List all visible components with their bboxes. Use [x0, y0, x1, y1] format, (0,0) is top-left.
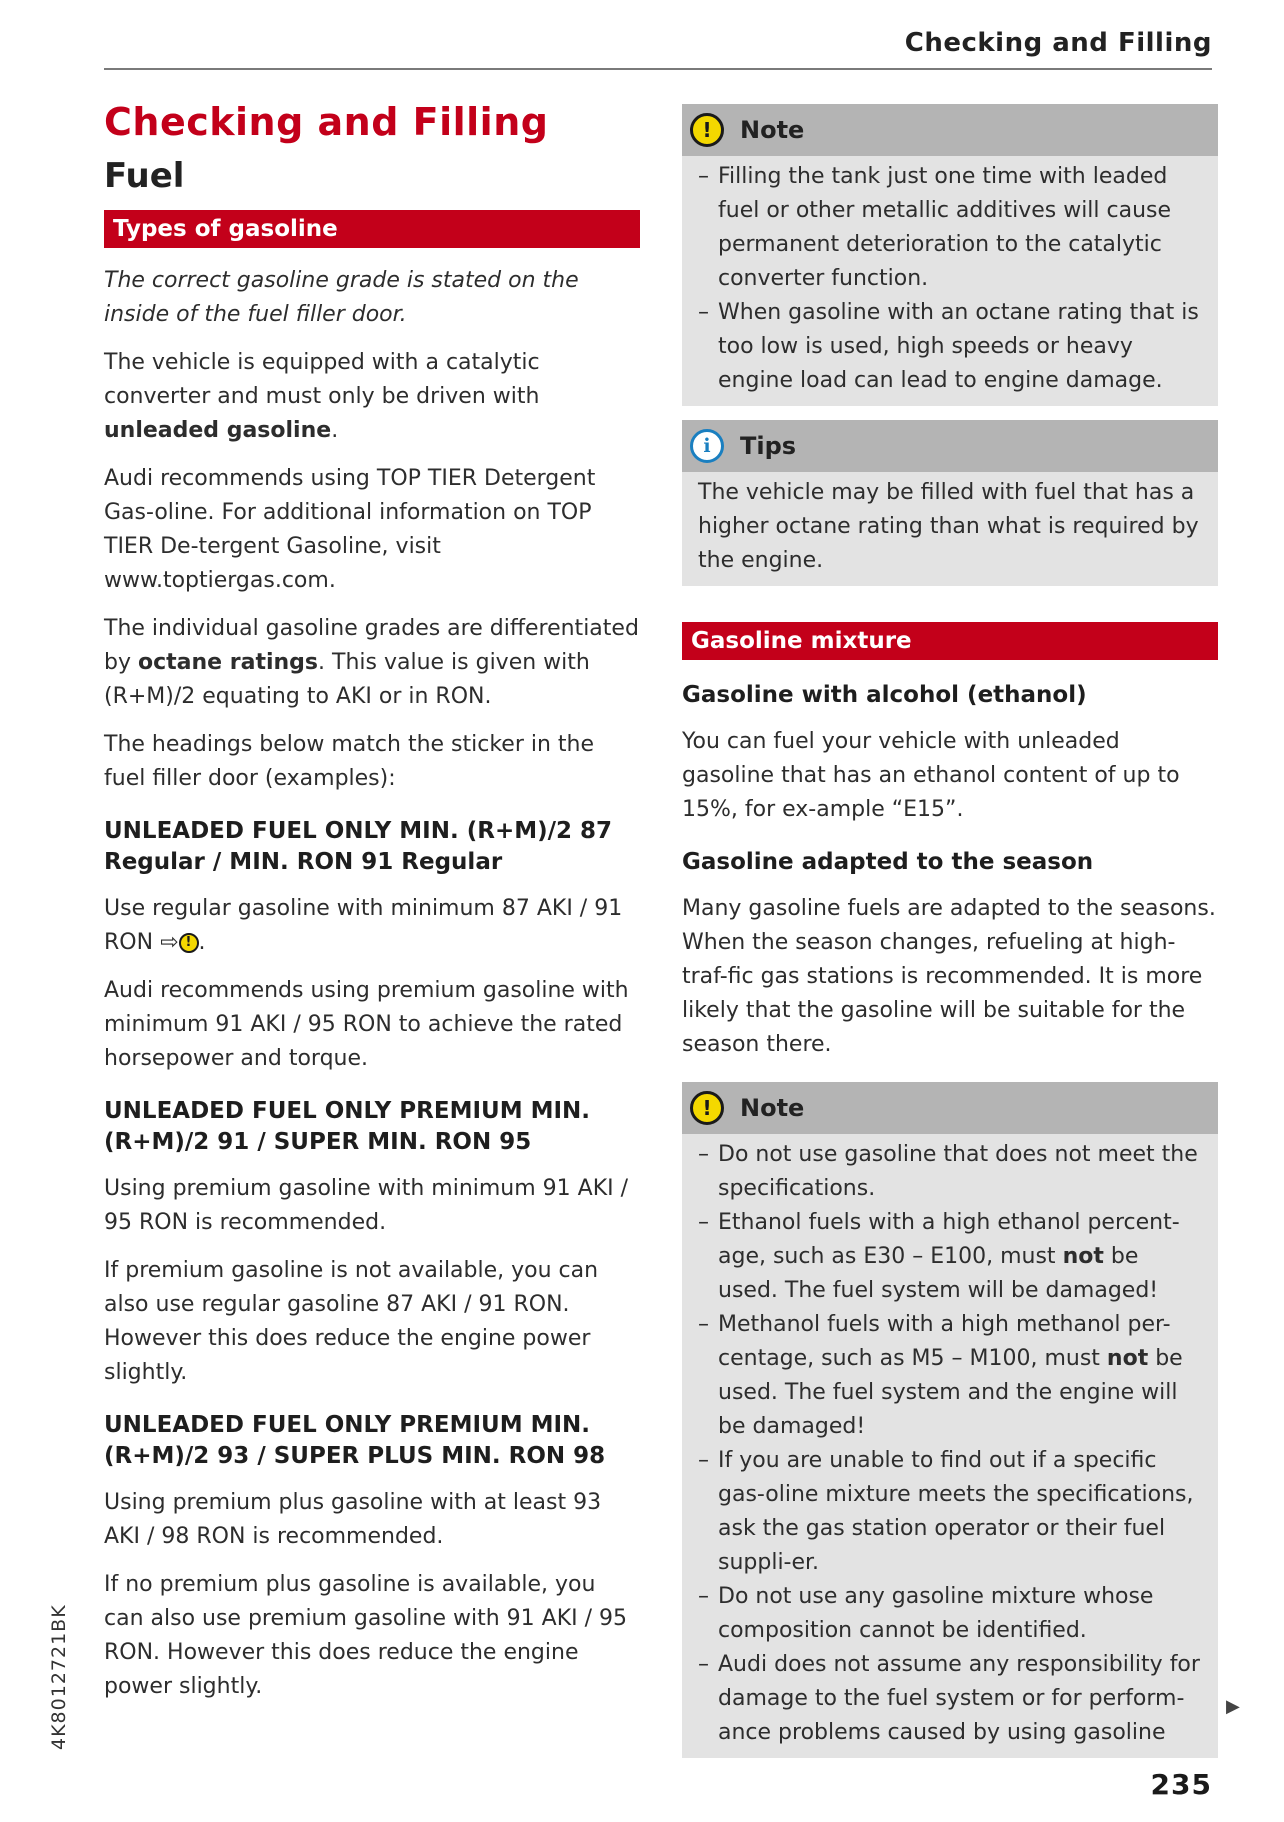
premium-plus-fallback-paragraph: If no premium plus gasoline is available, you can also use premium gasoline with 91 AKI / 95 RON. However this does reduce the engine power slightly. — [104, 1572, 628, 1699]
page-number: 235 — [1150, 1768, 1212, 1801]
tips-body — [682, 472, 1218, 586]
list-item: – Ethanol fuels with a high ethanol percent-age, such as E30 – E100, must not be used. The fuel system will be damaged! — [698, 1210, 1180, 1303]
header-divider — [104, 68, 1212, 70]
note-label: Note — [740, 1094, 805, 1122]
tips-box — [682, 420, 1218, 586]
running-header: Checking and Filling — [904, 28, 1212, 58]
regular-heading: UNLEADED FUEL ONLY MIN. (R+M)/2 87 Regular / MIN. RON 91 Regular — [104, 818, 613, 875]
tips-label: Tips — [740, 432, 797, 460]
arrow-ref-icon: ⇨ — [160, 930, 179, 955]
note-box-catalytic — [682, 104, 1218, 406]
info-icon: i — [690, 429, 724, 463]
premium-recommend-paragraph: Audi recommends using premium gasoline with minimum 91 AKI / 95 RON to achieve the rated horsepower and torque. — [104, 978, 629, 1071]
alcohol-heading: Gasoline with alcohol (ethanol) — [682, 682, 1087, 708]
regular-paragraph: Use regular gasoline with minimum 87 AKI / 91 RON ⇨ ! . — [104, 896, 623, 955]
octane-paragraph: The individual gasoline grades are differentiated by octane ratings. This value is given with (R+M)/2 equating to AKI or in RON. — [104, 616, 639, 709]
list-item: – Do not use gasoline that does not meet the specifications. — [698, 1142, 1198, 1201]
warning-icon: ! — [690, 1091, 724, 1125]
warning-ref-icon[interactable]: ! — [179, 933, 199, 953]
list-item: – Do not use any gasoline mixture whose composition cannot be identified. — [698, 1584, 1154, 1643]
top-tier-paragraph: Audi recommends using TOP TIER Detergent Gas-oline. For additional information on TOP TIER De-tergent Gasoline, visit www.toptiergas.com. — [104, 466, 596, 593]
premium-plus-heading: UNLEADED FUEL ONLY PREMIUM MIN. (R+M)/2 93 / SUPER PLUS MIN. RON 98 — [104, 1412, 606, 1469]
tips-text: The vehicle may be filled with fuel that has a higher octane rating than what is required by the engine. — [698, 480, 1199, 573]
season-paragraph: Many gasoline fuels are adapted to the seasons. When the season changes, refueling at high-traf-fic gas stations is recommended. It is more likely that the gasoline will be suitable for the season there. — [682, 896, 1216, 1057]
list-item: – Methanol fuels with a high methanol per-centage, such as M5 – M100, must not be used. The fuel system and the engine will be damaged! — [698, 1312, 1183, 1439]
list-item: – Audi does not assume any responsibility for damage to the fuel system or for perform-ance problems caused by using gasoline — [698, 1652, 1200, 1745]
alcohol-paragraph: You can fuel your vehicle with unleaded gasoline that has an ethanol content of up to 15%, for ex-ample “E15”. — [682, 729, 1180, 822]
note-header — [682, 1082, 1218, 1134]
list-item: – When gasoline with an octane rating that is too low is used, high speeds or heavy engine load can lead to engine damage. — [698, 300, 1199, 393]
note-body — [682, 156, 1218, 406]
left-column — [104, 98, 640, 1704]
premium-fallback-paragraph: If premium gasoline is not available, you can also use regular gasoline 87 AKI / 91 RON. However this does reduce the engine power slightly. — [104, 1258, 599, 1385]
right-column — [682, 104, 1218, 1758]
season-heading: Gasoline adapted to the season — [682, 849, 1094, 875]
sticker-paragraph: The headings below match the sticker in the fuel filler door (examples): — [104, 732, 595, 791]
premium-paragraph: Using premium gasoline with minimum 91 AKI / 95 RON is recommended. — [104, 1176, 629, 1235]
note-body — [682, 1134, 1218, 1758]
document-code: 4K8012721BK — [48, 1604, 70, 1750]
list-item: – Filling the tank just one time with leaded fuel or other metallic additives will cause permanent deterioration to the catalytic converter function. — [698, 164, 1172, 291]
warning-icon: ! — [690, 113, 724, 147]
note-label: Note — [740, 116, 805, 144]
gasoline-mixture-bar: Gasoline mixture — [682, 622, 1218, 660]
note-box-mixture — [682, 1082, 1218, 1758]
catalytic-paragraph: The vehicle is equipped with a catalytic converter and must only be driven with unleaded gasoline. — [104, 350, 540, 443]
premium-heading: UNLEADED FUEL ONLY PREMIUM MIN. (R+M)/2 91 / SUPER MIN. RON 95 — [104, 1098, 591, 1155]
chapter-title: Checking and Filling — [104, 100, 549, 144]
continue-arrow-icon: ▶ — [1226, 1696, 1240, 1717]
types-of-gasoline-bar: Types of gasoline — [104, 210, 640, 248]
list-item: – If you are unable to find out if a specific gas-oline mixture meets the specifications, ask the gas station operator or their fuel suppli-er. — [698, 1448, 1194, 1575]
note-header — [682, 104, 1218, 156]
intro-paragraph: The correct gasoline grade is stated on the inside of the fuel filler door. — [104, 268, 579, 327]
premium-plus-paragraph: Using premium plus gasoline with at least 93 AKI / 98 RON is recommended. — [104, 1490, 602, 1549]
tips-header — [682, 420, 1218, 472]
section-title: Fuel — [104, 156, 185, 196]
